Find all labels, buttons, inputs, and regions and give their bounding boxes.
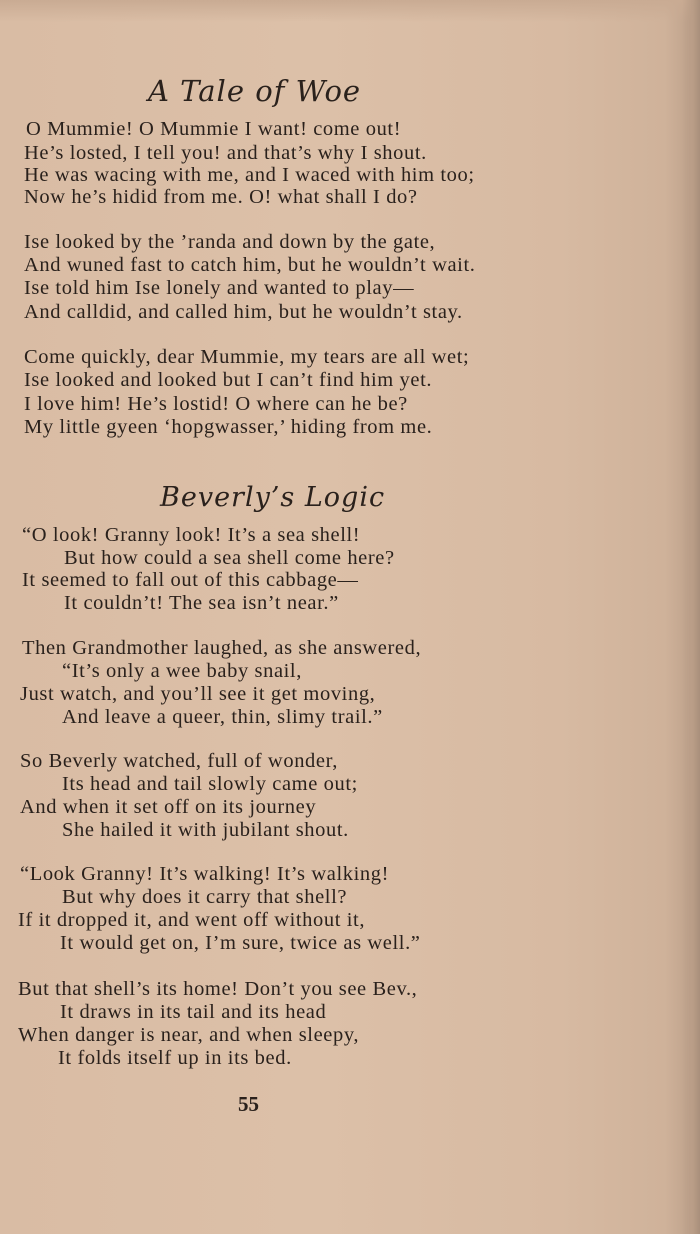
poem-line: He was wacing with me, and I waced with him too;: [24, 164, 475, 186]
poem-line: And leave a queer, thin, slimy trail.”: [62, 706, 383, 728]
poem-line: And calldid, and called him, but he wouldn’t stay.: [24, 301, 463, 323]
poem-line: It would get on, I’m sure, twice as well.”: [60, 932, 421, 954]
poem-line: If it dropped it, and went off without it,: [18, 909, 366, 931]
poem-line: O Mummie! O Mummie I want! come out!: [26, 118, 402, 140]
poem-line: Come quickly, dear Mummie, my tears are all wet;: [24, 346, 470, 368]
poem-line: So Beverly watched, full of wonder,: [20, 750, 338, 772]
poem-line: Now he’s hidid from me. O! what shall I do?: [24, 186, 418, 208]
poem-line: It folds itself up in its bed.: [58, 1047, 292, 1069]
page-number: 55: [238, 1092, 259, 1116]
poem-line: “Look Granny! It’s walking! It’s walking!: [20, 863, 390, 885]
poem-line: I love him! He’s lostid! O where can he be?: [24, 393, 408, 415]
poem-line: Then Grandmother laughed, as she answered,: [22, 637, 422, 659]
poem-title-beverlys-logic: Beverly’s Logic: [160, 482, 386, 513]
poem-line: “O look! Granny look! It’s a sea shell!: [22, 524, 361, 546]
poem-line: But why does it carry that shell?: [62, 886, 348, 908]
poem-line: And when it set off on its journey: [20, 796, 317, 818]
poem-line: Ise looked and looked but I can’t find him yet.: [24, 369, 433, 391]
poem-line: It couldn’t! The sea isn’t near.”: [64, 592, 339, 614]
poem-line: And wuned fast to catch him, but he wouldn’t wait.: [24, 254, 476, 276]
poem-line: He’s losted, I tell you! and that’s why I shout.: [24, 142, 427, 164]
poem-line: But that shell’s its home! Don’t you see Bev.,: [18, 978, 418, 1000]
poem-line: Ise looked by the ’randa and down by the gate,: [24, 231, 436, 253]
poem-title-tale-of-woe: A Tale of Woe: [148, 74, 362, 108]
poem-line: She hailed it with jubilant shout.: [62, 819, 349, 841]
poem-line: Its head and tail slowly came out;: [62, 773, 358, 795]
page-edge-shadow: [682, 0, 700, 1234]
poem-line: Just watch, and you’ll see it get moving,: [20, 683, 376, 705]
poem-line: “It’s only a wee baby snail,: [62, 660, 302, 682]
poem-line: Ise told him Ise lonely and wanted to play—: [24, 277, 415, 299]
poem-line: When danger is near, and when sleepy,: [18, 1024, 360, 1046]
poem-line: It draws in its tail and its head: [60, 1001, 327, 1023]
poem-line: My little gyeen ‘hopgwasser,’ hiding from me.: [24, 416, 433, 438]
page-top-shadow: [0, 0, 700, 22]
poem-line: It seemed to fall out of this cabbage—: [22, 569, 359, 591]
poem-line: But how could a sea shell come here?: [64, 547, 395, 569]
